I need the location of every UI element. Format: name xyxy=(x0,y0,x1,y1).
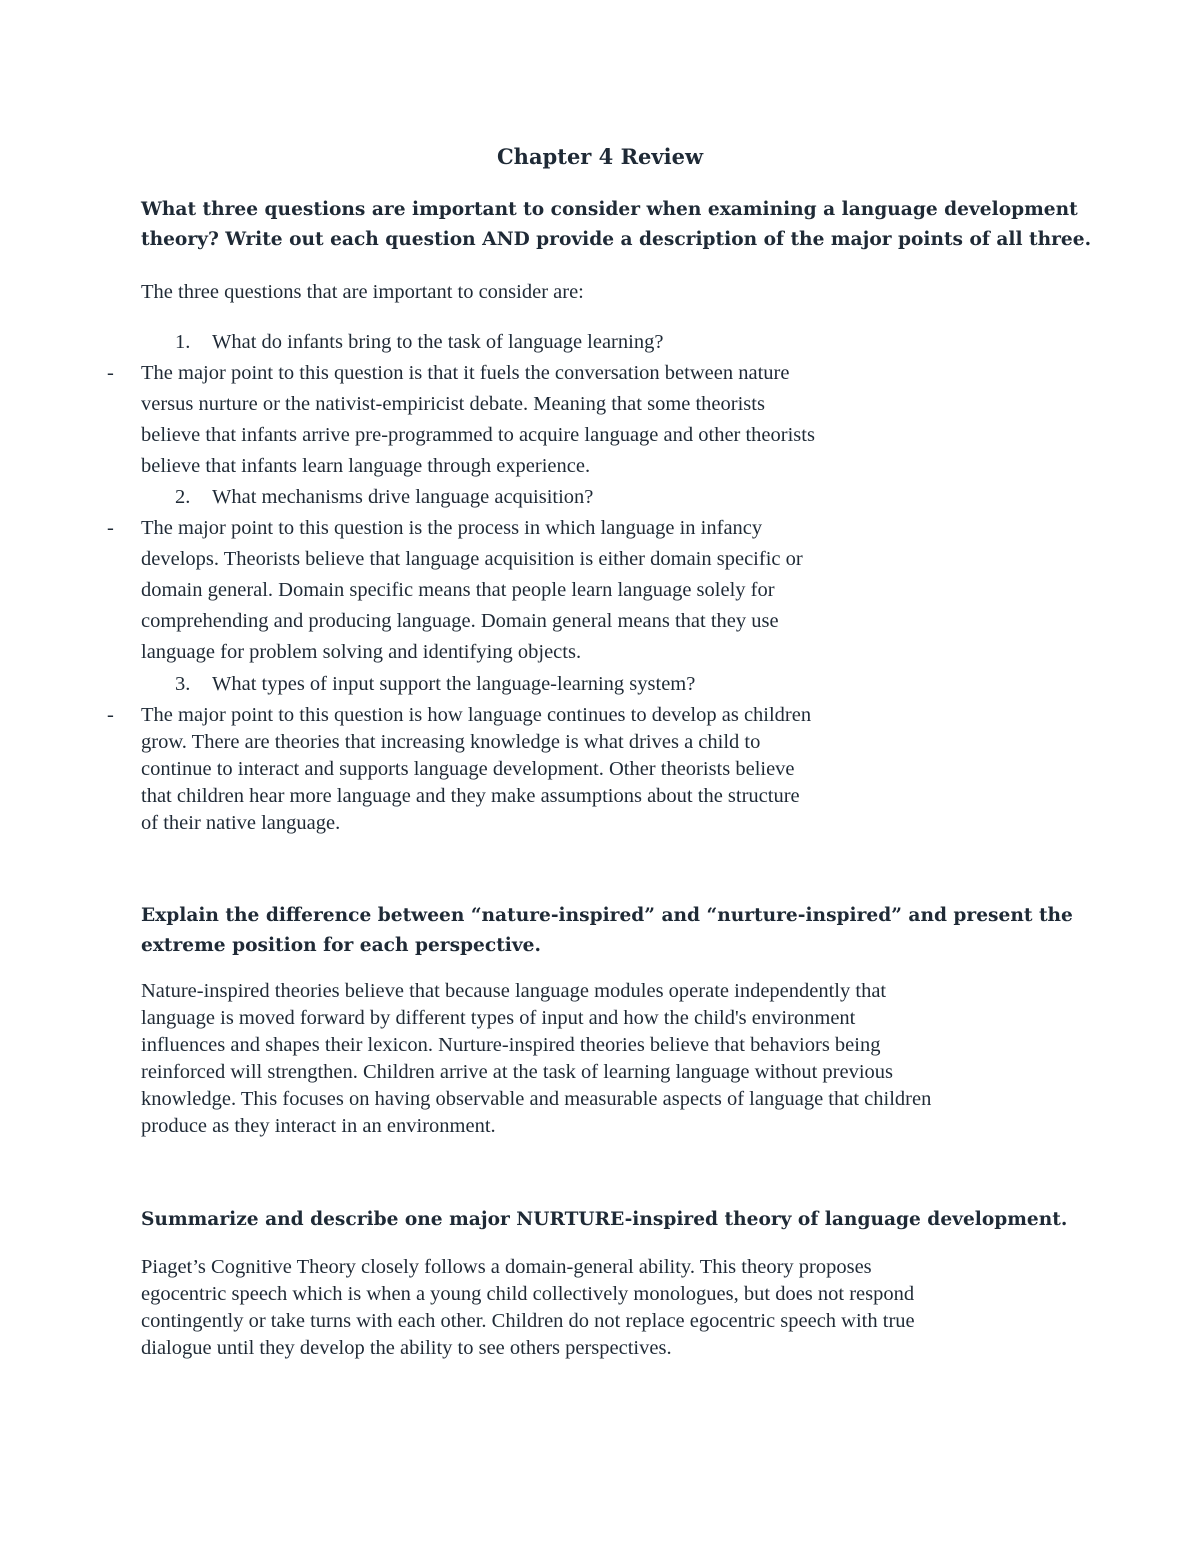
bullet-dash: - xyxy=(107,517,114,539)
answer-line: comprehending and producing language. Domain general means that they use xyxy=(141,610,779,632)
heading-line: What three questions are important to consider when examining a language development xyxy=(141,199,1078,220)
intro-text: The three questions that are important to consider are: xyxy=(141,281,584,303)
answer-line: grow. There are theories that increasing knowledge is what drives a child to xyxy=(141,731,761,753)
body-line: reinforced will strengthen. Children arrive at the task of learning language without previous xyxy=(141,1061,894,1083)
question-number: 2. xyxy=(175,486,191,508)
answer-line: The major point to this question is the process in which language in infancy xyxy=(141,517,763,539)
heading-line: theory? Write out each question AND provide a description of the major points of all three. xyxy=(141,229,1092,250)
heading-line: Summarize and describe one major NURTURE-inspired theory of language development. xyxy=(141,1209,1068,1230)
answer-line: versus nurture or the nativist-empiricist debate. Meaning that some theorists xyxy=(141,393,765,415)
body-line: dialogue until they develop the ability to see others perspectives. xyxy=(141,1337,672,1359)
body-line: language is moved forward by different types of input and how the child's environment xyxy=(141,1007,856,1029)
bullet-dash: - xyxy=(107,362,114,384)
page-title: Chapter 4 Review xyxy=(496,144,704,169)
body-line: Nature-inspired theories believe that because language modules operate independently that xyxy=(141,980,887,1002)
section-2-body xyxy=(141,978,1101,1140)
body-line: knowledge. This focuses on having observable and measurable aspects of language that children xyxy=(141,1088,932,1110)
body-line: Piaget’s Cognitive Theory closely follows a domain-general ability. This theory proposes xyxy=(141,1256,872,1278)
answer-text xyxy=(141,513,941,668)
question-number: 1. xyxy=(175,331,191,353)
heading-line: Explain the difference between “nature-inspired” and “nurture-inspired” and present the xyxy=(141,905,1073,926)
body-line: influences and shapes their lexicon. Nurture-inspired theories believe that behaviors being xyxy=(141,1034,881,1056)
question-text: What do infants bring to the task of language learning? xyxy=(212,331,664,353)
answer-line: domain general. Domain specific means that people learn language solely for xyxy=(141,579,775,601)
answer-line: The major point to this question is that it fuels the conversation between nature xyxy=(141,362,790,384)
answer-text xyxy=(141,358,941,482)
answer-line: that children hear more language and they make assumptions about the structure xyxy=(141,785,800,807)
answer-line: continue to interact and supports language development. Other theorists believe xyxy=(141,758,795,780)
section-1-heading xyxy=(141,195,1092,255)
answer-text xyxy=(141,702,941,837)
answer-line: of their native language. xyxy=(141,812,341,834)
heading-line: extreme position for each perspective. xyxy=(141,935,541,956)
question-text: What types of input support the language-learning system? xyxy=(212,673,696,695)
section-3-body xyxy=(141,1254,1101,1362)
question-number: 3. xyxy=(175,673,191,695)
answer-line: believe that infants arrive pre-programmed to acquire language and other theorists xyxy=(141,424,815,446)
answer-line: believe that infants learn language through experience. xyxy=(141,455,591,477)
section-1-intro xyxy=(141,279,1101,306)
body-line: egocentric speech which is when a young child collectively monologues, but does not respond xyxy=(141,1283,915,1305)
answer-line: develops. Theorists believe that language acquisition is either domain specific or xyxy=(141,548,803,570)
bullet-dash: - xyxy=(107,704,114,726)
body-line: contingently or take turns with each other. Children do not replace egocentric speech with true xyxy=(141,1310,915,1332)
body-line: produce as they interact in an environment. xyxy=(141,1115,496,1137)
question-text: What mechanisms drive language acquisition? xyxy=(212,486,594,508)
section-2-heading xyxy=(141,901,1081,961)
answer-line: language for problem solving and identifying objects. xyxy=(141,641,582,663)
answer-line: The major point to this question is how language continues to develop as children xyxy=(141,704,812,726)
section-3-heading xyxy=(141,1205,1081,1235)
